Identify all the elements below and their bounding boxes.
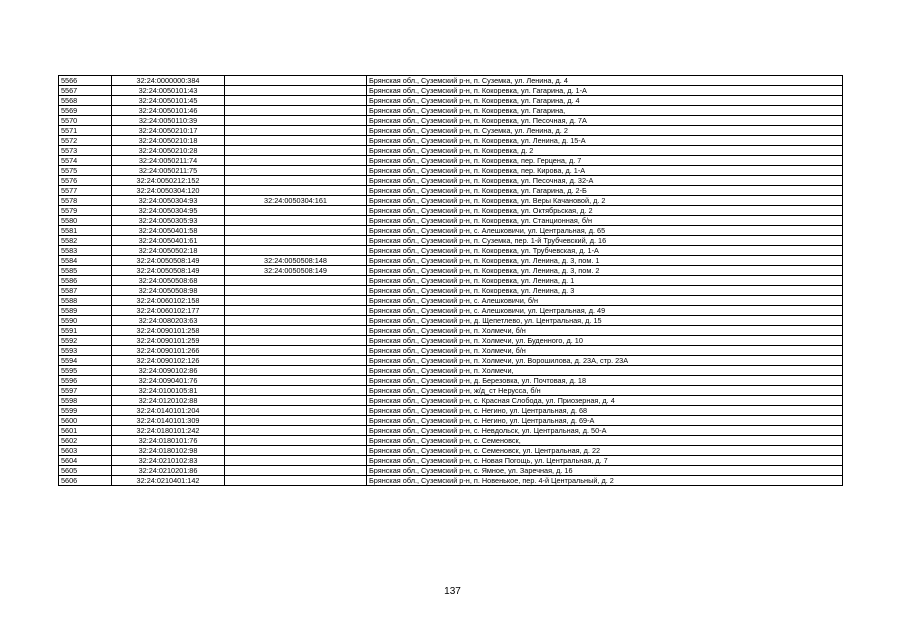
table-row [59,146,843,156]
related-cadastral-number-cell [225,116,367,126]
table-row [59,206,843,216]
address-cell: Брянская обл., Суземский р-н, п. Новенькое, пер. 4-й Центральный, д. 2 [367,476,843,486]
related-cadastral-number-cell [225,296,367,306]
address-cell: Брянская обл., Суземский р-н, с. Алешковичи, ул. Центральная, д. 65 [367,226,843,236]
table-row [59,156,843,166]
row-number-cell: 5599 [59,406,112,416]
row-number-cell: 5590 [59,316,112,326]
address-cell: Брянская обл., Суземский р-н, п. Кокоревка, ул. Гагарина, д. 1-А [367,86,843,96]
table-row [59,226,843,236]
row-number-cell: 5594 [59,356,112,366]
related-cadastral-number-cell [225,166,367,176]
cadastral-number-cell: 32:24:0120102:88 [112,396,225,406]
address-cell: Брянская обл., Суземский р-н, п. Кокоревка, ул. Октябрьская, д. 2 [367,206,843,216]
cadastral-number-cell: 32:24:0100105:81 [112,386,225,396]
cadastral-number-cell: 32:24:0180101:242 [112,426,225,436]
cadastral-number-cell: 32:24:0180102:98 [112,446,225,456]
table-row [59,426,843,436]
row-number-cell: 5592 [59,336,112,346]
table-row [59,356,843,366]
related-cadastral-number-cell [225,446,367,456]
row-number-cell: 5576 [59,176,112,186]
row-number-cell: 5581 [59,226,112,236]
related-cadastral-number-cell [225,156,367,166]
row-number-cell: 5569 [59,106,112,116]
related-cadastral-number-cell [225,416,367,426]
related-cadastral-number-cell [225,356,367,366]
cadastral-number-cell: 32:24:0060102:158 [112,296,225,306]
row-number-cell: 5566 [59,76,112,86]
related-cadastral-number-cell [225,346,367,356]
cadastral-number-cell: 32:24:0090102:86 [112,366,225,376]
table-row [59,386,843,396]
cadastral-number-cell: 32:24:0210201:86 [112,466,225,476]
related-cadastral-number-cell: 32:24:0050508:149 [225,266,367,276]
cadastral-number-cell: 32:24:0000000:384 [112,76,225,86]
related-cadastral-number-cell [225,126,367,136]
row-number-cell: 5588 [59,296,112,306]
cadastral-number-cell: 32:24:0210102:83 [112,456,225,466]
table-row [59,406,843,416]
row-number-cell: 5600 [59,416,112,426]
address-cell: Брянская обл., Суземский р-н, п. Кокоревка, д. 2 [367,146,843,156]
table-row [59,96,843,106]
related-cadastral-number-cell [225,376,367,386]
cadastral-number-cell: 32:24:0050502:18 [112,246,225,256]
related-cadastral-number-cell [225,206,367,216]
table-row [59,436,843,446]
row-number-cell: 5577 [59,186,112,196]
row-number-cell: 5575 [59,166,112,176]
table-row [59,246,843,256]
cadastral-number-cell: 32:24:0050401:61 [112,236,225,246]
table-row [59,396,843,406]
row-number-cell: 5603 [59,446,112,456]
cadastral-number-cell: 32:24:0050211:75 [112,166,225,176]
related-cadastral-number-cell [225,466,367,476]
table-row [59,346,843,356]
cadastral-number-cell: 32:24:0090101:266 [112,346,225,356]
address-cell: Брянская обл., Суземский р-н, д. Щепетлево, ул. Центральная, д. 15 [367,316,843,326]
related-cadastral-number-cell: 32:24:0050508:148 [225,256,367,266]
row-number-cell: 5573 [59,146,112,156]
related-cadastral-number-cell [225,306,367,316]
related-cadastral-number-cell [225,176,367,186]
table-row [59,266,843,276]
related-cadastral-number-cell [225,366,367,376]
row-number-cell: 5597 [59,386,112,396]
cadastral-number-cell: 32:24:0050210:17 [112,126,225,136]
table-row [59,446,843,456]
address-cell: Брянская обл., Суземский р-н, с. Негино, ул. Центральная, д. 68 [367,406,843,416]
cadastral-number-cell: 32:24:0140101:309 [112,416,225,426]
table-row [59,376,843,386]
table-row [59,126,843,136]
table-row [59,106,843,116]
related-cadastral-number-cell [225,96,367,106]
table-row [59,416,843,426]
row-number-cell: 5567 [59,86,112,96]
table-row [59,196,843,206]
related-cadastral-number-cell [225,136,367,146]
related-cadastral-number-cell [225,336,367,346]
cadastral-number-cell: 32:24:0050304:95 [112,206,225,216]
table-row [59,116,843,126]
table-row [59,86,843,96]
related-cadastral-number-cell [225,246,367,256]
address-cell: Брянская обл., Суземский р-н, п. Холмечи, б/н [367,346,843,356]
table-row [59,166,843,176]
row-number-cell: 5589 [59,306,112,316]
related-cadastral-number-cell [225,406,367,416]
table-row [59,236,843,246]
address-cell: Брянская обл., Суземский р-н, п. Кокоревка, ул. Гагарина, [367,106,843,116]
row-number-cell: 5605 [59,466,112,476]
address-cell: Брянская обл., Суземский р-н, п. Кокоревка, ул. Ленина, д. 3 [367,286,843,296]
cadastral-number-cell: 32:24:0050101:46 [112,106,225,116]
registry-table [58,75,843,486]
table-row [59,336,843,346]
address-cell: Брянская обл., Суземский р-н, п. Кокоревка, ул. Гагарина, д. 2-Б [367,186,843,196]
table-row [59,326,843,336]
cadastral-number-cell: 32:24:0050508:149 [112,256,225,266]
cadastral-number-cell: 32:24:0050401:58 [112,226,225,236]
address-cell: Брянская обл., Суземский р-н, п. Кокоревка, ул. Песочная, д. 32-А [367,176,843,186]
row-number-cell: 5583 [59,246,112,256]
row-number-cell: 5606 [59,476,112,486]
address-cell: Брянская обл., Суземский р-н, п. Холмечи, ул. Ворошилова, д. 23А, стр. 23А [367,356,843,366]
address-cell: Брянская обл., Суземский р-н, п. Кокоревка, ул. Гагарина, д. 4 [367,96,843,106]
row-number-cell: 5586 [59,276,112,286]
address-cell: Брянская обл., Суземский р-н, п. Кокоревка, ул. Ленина, д. 15-А [367,136,843,146]
related-cadastral-number-cell [225,76,367,86]
row-number-cell: 5568 [59,96,112,106]
address-cell: Брянская обл., Суземский р-н, п. Кокоревка, ул. Веры Качановой, д. 2 [367,196,843,206]
related-cadastral-number-cell [225,216,367,226]
related-cadastral-number-cell [225,426,367,436]
row-number-cell: 5598 [59,396,112,406]
related-cadastral-number-cell [225,396,367,406]
address-cell: Брянская обл., Суземский р-н, п. Холмечи, б/н [367,326,843,336]
address-cell: Брянская обл., Суземский р-н, п. Кокоревка, ул. Ленина, д. 3, пом. 2 [367,266,843,276]
table-row [59,186,843,196]
table-row [59,276,843,286]
address-cell: Брянская обл., Суземский р-н, с. Ямное, ул. Заречная, д. 16 [367,466,843,476]
cadastral-number-cell: 32:24:0050101:43 [112,86,225,96]
table-row [59,466,843,476]
address-cell: Брянская обл., Суземский р-н, д. Березовка, ул. Почтовая, д. 18 [367,376,843,386]
cadastral-number-cell: 32:24:0060102:177 [112,306,225,316]
row-number-cell: 5579 [59,206,112,216]
address-cell: Брянская обл., Суземский р-н, с. Красная Слобода, ул. Приозерная, д. 4 [367,396,843,406]
cadastral-number-cell: 32:24:0050304:93 [112,196,225,206]
cadastral-number-cell: 32:24:0050210:18 [112,136,225,146]
related-cadastral-number-cell [225,286,367,296]
table-row [59,456,843,466]
table-row [59,296,843,306]
cadastral-number-cell: 32:24:0050304:120 [112,186,225,196]
row-number-cell: 5593 [59,346,112,356]
address-cell: Брянская обл., Суземский р-н, с. Невдольск, ул. Центральная, д. 50-А [367,426,843,436]
table-row [59,256,843,266]
table-row [59,476,843,486]
address-cell: Брянская обл., Суземский р-н, ж/д_ст Нерусса, б/н [367,386,843,396]
cadastral-number-cell: 32:24:0080203:63 [112,316,225,326]
table-row [59,76,843,86]
related-cadastral-number-cell [225,226,367,236]
row-number-cell: 5601 [59,426,112,436]
related-cadastral-number-cell [225,106,367,116]
cadastral-number-cell: 32:24:0090101:259 [112,336,225,346]
row-number-cell: 5574 [59,156,112,166]
address-cell: Брянская обл., Суземский р-н, п. Кокоревка, ул. Ленина, д. 1 [367,276,843,286]
row-number-cell: 5596 [59,376,112,386]
cadastral-number-cell: 32:24:0050305:93 [112,216,225,226]
related-cadastral-number-cell [225,456,367,466]
cadastral-number-cell: 32:24:0050508:149 [112,266,225,276]
registry-table-body [59,76,843,486]
cadastral-number-cell: 32:24:0090102:126 [112,356,225,366]
address-cell: Брянская обл., Суземский р-н, с. Алешковичи, ул. Центральная, д. 49 [367,306,843,316]
related-cadastral-number-cell [225,146,367,156]
row-number-cell: 5578 [59,196,112,206]
address-cell: Брянская обл., Суземский р-н, с. Семеновск, [367,436,843,446]
address-cell: Брянская обл., Суземский р-н, с. Негино, ул. Центральная, д. 69-А [367,416,843,426]
address-cell: Брянская обл., Суземский р-н, с. Семеновск, ул. Центральная, д. 22 [367,446,843,456]
row-number-cell: 5582 [59,236,112,246]
row-number-cell: 5591 [59,326,112,336]
related-cadastral-number-cell [225,186,367,196]
cadastral-number-cell: 32:24:0140101:204 [112,406,225,416]
row-number-cell: 5571 [59,126,112,136]
related-cadastral-number-cell [225,276,367,286]
row-number-cell: 5595 [59,366,112,376]
cadastral-number-cell: 32:24:0050212:152 [112,176,225,186]
table-row [59,306,843,316]
row-number-cell: 5585 [59,266,112,276]
table-row [59,176,843,186]
address-cell: Брянская обл., Суземский р-н, п. Кокоревка, ул. Песочная, д. 7А [367,116,843,126]
row-number-cell: 5570 [59,116,112,126]
related-cadastral-number-cell [225,326,367,336]
related-cadastral-number-cell [225,236,367,246]
row-number-cell: 5580 [59,216,112,226]
address-cell: Брянская обл., Суземский р-н, п. Кокоревка, ул. Трубчевская, д. 1-А [367,246,843,256]
cadastral-number-cell: 32:24:0090101:258 [112,326,225,336]
related-cadastral-number-cell [225,316,367,326]
address-cell: Брянская обл., Суземский р-н, п. Холмечи, ул. Буденного, д. 10 [367,336,843,346]
related-cadastral-number-cell [225,436,367,446]
address-cell: Брянская обл., Суземский р-н, п. Суземка, ул. Ленина, д. 4 [367,76,843,86]
table-row [59,366,843,376]
cadastral-number-cell: 32:24:0050110:39 [112,116,225,126]
cadastral-number-cell: 32:24:0180101:76 [112,436,225,446]
cadastral-number-cell: 32:24:0050508:68 [112,276,225,286]
table-row [59,216,843,226]
address-cell: Брянская обл., Суземский р-н, п. Суземка, ул. Ленина, д. 2 [367,126,843,136]
cadastral-number-cell: 32:24:0090401:76 [112,376,225,386]
related-cadastral-number-cell [225,476,367,486]
row-number-cell: 5587 [59,286,112,296]
row-number-cell: 5572 [59,136,112,146]
address-cell: Брянская обл., Суземский р-н, п. Кокоревка, ул. Станционная, б/н [367,216,843,226]
address-cell: Брянская обл., Суземский р-н, п. Кокоревка, пер. Герцена, д. 7 [367,156,843,166]
page-number: 137 [444,586,461,597]
address-cell: Брянская обл., Суземский р-н, с. Алешковичи, б/н [367,296,843,306]
table-row [59,136,843,146]
cadastral-number-cell: 32:24:0050101:45 [112,96,225,106]
table-row [59,286,843,296]
related-cadastral-number-cell [225,86,367,96]
cadastral-number-cell: 32:24:0050508:98 [112,286,225,296]
row-number-cell: 5602 [59,436,112,446]
address-cell: Брянская обл., Суземский р-н, с. Новая Погощь, ул. Центральная, д. 7 [367,456,843,466]
address-cell: Брянская обл., Суземский р-н, п. Кокоревка, пер. Кирова, д. 1-А [367,166,843,176]
row-number-cell: 5584 [59,256,112,266]
related-cadastral-number-cell: 32:24:0050304:161 [225,196,367,206]
related-cadastral-number-cell [225,386,367,396]
cadastral-number-cell: 32:24:0050210:28 [112,146,225,156]
table-row [59,316,843,326]
address-cell: Брянская обл., Суземский р-н, п. Кокоревка, ул. Ленина, д. 3, пом. 1 [367,256,843,266]
cadastral-number-cell: 32:24:0050211:74 [112,156,225,166]
cadastral-number-cell: 32:24:0210401:142 [112,476,225,486]
address-cell: Брянская обл., Суземский р-н, п. Холмечи, [367,366,843,376]
address-cell: Брянская обл., Суземский р-н, п. Суземка, пер. 1-й Трубчевский, д. 16 [367,236,843,246]
row-number-cell: 5604 [59,456,112,466]
